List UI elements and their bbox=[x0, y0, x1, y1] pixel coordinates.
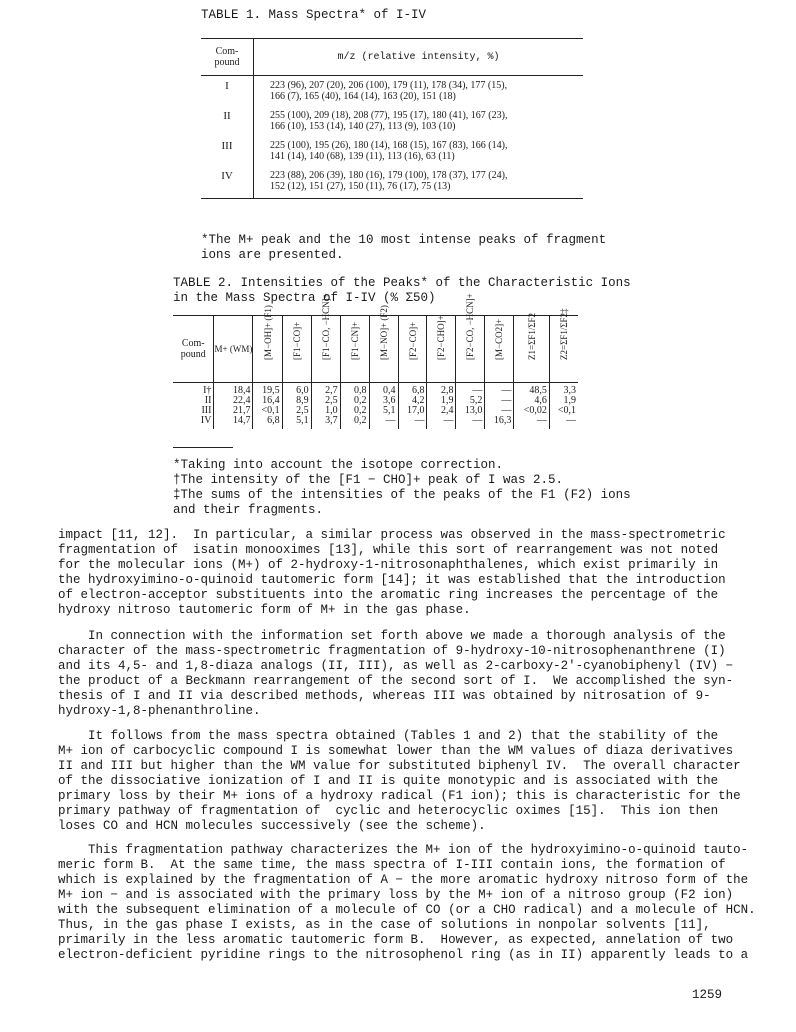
table2-cell: 2,7 bbox=[311, 383, 340, 397]
table2-cell: 2,5 bbox=[282, 406, 311, 416]
text-line: It follows from the mass spectra obtained (Tables 1 and 2) that the stability of the bbox=[58, 729, 719, 743]
paragraph-4 bbox=[58, 843, 756, 963]
table2-header bbox=[173, 316, 578, 383]
table2-compound: IV bbox=[200, 415, 212, 426]
table2-header-cell: [F1−CO]+ bbox=[291, 321, 302, 360]
text-line: fragmentation of isatin monooximes [13], while this sort of rearrangement was not noted bbox=[58, 543, 719, 557]
table2-caption: in the Mass Spectra of I-IV (% Σ50) bbox=[173, 291, 436, 305]
table1-footnote: *The M+ peak and the 10 most intense peaks of fragment bbox=[201, 233, 607, 247]
table2-cell: — bbox=[456, 416, 485, 429]
table2-cell: 1,9 bbox=[427, 396, 456, 406]
table2-cell: <0,02 bbox=[514, 406, 549, 416]
table2-footnote-rule bbox=[173, 447, 233, 448]
table2-header-cell: [F2−CO, −HCN]+ bbox=[465, 292, 476, 360]
text-line: character of the mass-spectrometric fragmentation of 9-hydroxy-10-nitrosophenanthrene (I) bbox=[58, 644, 726, 658]
table1-compound: IV bbox=[221, 170, 233, 182]
table2-cell: <0,1 bbox=[253, 406, 282, 416]
table1-caption: TABLE 1. Mass Spectra* of I-IV bbox=[201, 8, 427, 22]
table2-footnote: *Taking into account the isotope correction. bbox=[173, 458, 504, 472]
table2-cell: 19,5 bbox=[253, 383, 282, 397]
table2-footnote: ‡The sums of the intensities of the peaks of the F1 (F2) ions bbox=[173, 488, 631, 502]
paragraph-2 bbox=[58, 629, 734, 719]
text-line: which is explained by the fragmentation of A − the more aromatic hydroxy nitroso form of the bbox=[58, 873, 749, 887]
table2-header-cell: [M−NO]+ (F2) bbox=[378, 304, 389, 360]
table2-cell: 16,3 bbox=[485, 416, 514, 429]
table2-cell: — bbox=[485, 406, 514, 416]
table2-cell: — bbox=[485, 396, 514, 406]
table2-cell: 0,4 bbox=[369, 383, 398, 397]
table2-cell: — bbox=[485, 383, 514, 397]
table2-cell: 48,5 bbox=[514, 383, 549, 397]
table1-body bbox=[201, 76, 583, 199]
text-line: This fragmentation pathway characterizes the M+ ion of the hydroxyimino-o-quinoid tauto- bbox=[58, 843, 749, 857]
table2-cell: <0,1 bbox=[549, 406, 578, 416]
table2-header-cell: [F1−CN]+ bbox=[349, 321, 360, 360]
table2-header-cell: [F1−CO, −HCN]+ bbox=[320, 292, 331, 360]
table2-cell: 18,4 bbox=[214, 383, 253, 397]
table2-cell: 3,3 bbox=[549, 383, 578, 397]
text-line: hydroxy-1,8-phenanthroline. bbox=[58, 704, 261, 718]
table2-cell: — bbox=[427, 416, 456, 429]
table2-cell: 0,8 bbox=[340, 383, 369, 397]
table2-cell: — bbox=[398, 416, 427, 429]
paragraph-1 bbox=[58, 528, 726, 618]
text-line: loses CO and HCN molecules successively (see the scheme). bbox=[58, 819, 486, 833]
table1-footnote: ions are presented. bbox=[201, 248, 344, 262]
text-line: for the molecular ions (M+) of 2-hydroxy-1-nitrosonaphthalenes, which exist primarily in bbox=[58, 558, 719, 572]
text-line: and its 4,5- and 1,8-diaza analogs (II, III), as well as 2-carboxy-2'-cyanobiphenyl (IV) − bbox=[58, 659, 734, 673]
table2-cell: 6,8 bbox=[253, 416, 282, 429]
table2-cell: 3,7 bbox=[311, 416, 340, 429]
text-line: II and III but higher than the WM value for substituted biphenyl IV. The overall character bbox=[58, 759, 741, 773]
table1-header-values: m/z (relative intensity, %) bbox=[337, 51, 500, 63]
table2-cell: 16,4 bbox=[253, 396, 282, 406]
table1-header-compound: Com- pound bbox=[201, 39, 254, 75]
table1-compound: III bbox=[221, 140, 233, 152]
table2-footnote: †The intensity of the [F1 − CHO]+ peak of I was 2.5. bbox=[173, 473, 564, 487]
text-line: of the dissociative ionization of I and II is quite monotypic and is associated with the bbox=[58, 774, 719, 788]
table2-cell: 1,9 bbox=[549, 396, 578, 406]
table2-cell: 0,2 bbox=[340, 416, 369, 429]
text-line: M+ ion of carbocyclic compound I is somewhat lower than the WM values of diaza derivatives bbox=[58, 744, 734, 758]
text-line: thesis of I and II via described methods, whereas III was obtained by nitrosation of 9- bbox=[58, 689, 711, 703]
text-line: primary loss by their M+ ions of a hydroxy radical (F1 ion); this is characteristic for the bbox=[58, 789, 741, 803]
table2-cell: 2,5 bbox=[311, 396, 340, 406]
table2-compound: III bbox=[201, 405, 212, 416]
table2-cell: 6,8 bbox=[398, 383, 427, 397]
text-line: electron-deficient pyridine rings to the nitrosophenol ring (as in II) apparently leads to a bbox=[58, 948, 749, 962]
table1-compound: I bbox=[225, 80, 229, 92]
table2-cell: 1,0 bbox=[311, 406, 340, 416]
text-line: with the subsequent elimination of a molecule of CO (or a CHO radical) and a molecule of HCN. bbox=[58, 903, 756, 917]
table2-cell: 6,0 bbox=[282, 383, 311, 397]
table1-row: 223 (88), 206 (39), 180 (16), 179 (100), 178 (37), 177 (24), 152 (12), 151 (27), 150 (11), 76 (17), 75 (13) bbox=[270, 170, 508, 192]
table2-compound: II bbox=[204, 395, 212, 406]
table1-compound: II bbox=[223, 110, 231, 122]
table2-cell: — bbox=[456, 383, 485, 397]
table2-cell: 17,0 bbox=[398, 406, 427, 416]
text-line: primarily in the less aromatic tautomeric form B. However, as expected, annelation of two bbox=[58, 933, 734, 947]
text-line: impact [11, 12]. In particular, a similar process was observed in the mass-spectrometric bbox=[58, 528, 726, 542]
table2-cell: 21,7 bbox=[214, 406, 253, 416]
table2-cell: 22,4 bbox=[214, 396, 253, 406]
table2-cell: — bbox=[514, 416, 549, 429]
table2-cell: 2,8 bbox=[427, 383, 456, 397]
table2-cell: 13,0 bbox=[456, 406, 485, 416]
text-line: the product of a Beckmann rearrangement of the second sort of I. We accomplished the syn- bbox=[58, 674, 734, 688]
paragraph-3 bbox=[58, 729, 741, 834]
table2-cell: 3,6 bbox=[369, 396, 398, 406]
table2-cell: 5,2 bbox=[456, 396, 485, 406]
table2-cell: 0,2 bbox=[340, 396, 369, 406]
table2-header-cell: M+ (WM) bbox=[214, 343, 253, 354]
table2-cell: — bbox=[369, 416, 398, 429]
table2-cell: 0,2 bbox=[340, 406, 369, 416]
table1 bbox=[201, 38, 583, 199]
text-line: of electron-acceptor substituents into the aromatic ring increases the percentage of the bbox=[58, 588, 719, 602]
table1-row: 255 (100), 209 (18), 208 (77), 195 (17), 180 (41), 167 (23), 166 (10), 153 (14), 140 (27), 113 (9), 103 (10) bbox=[270, 110, 508, 132]
table2-header-cell: [F2−CHO]+ bbox=[436, 314, 447, 360]
table2-footnote: and their fragments. bbox=[173, 503, 324, 517]
table1-header bbox=[201, 38, 583, 76]
text-line: the hydroxyimino-o-quinoid tautomeric form [14]; it was established that the introduction bbox=[58, 573, 726, 587]
table2-header-cell: [M−OH]+ (F1) bbox=[262, 304, 273, 360]
table1-row: 223 (96), 207 (20), 206 (100), 179 (11), 178 (34), 177 (15), 166 (7), 165 (40), 164 (14), 163 (20), 151 (18) bbox=[270, 80, 508, 102]
text-line: hydroxy nitroso tautomeric form of M+ in the gas phase. bbox=[58, 603, 471, 617]
table2-cell: 5,1 bbox=[369, 406, 398, 416]
table2-cell: 4,2 bbox=[398, 396, 427, 406]
table2-header-cell: [F2−CO]+ bbox=[407, 321, 418, 360]
table1-row: 225 (100), 195 (26), 180 (14), 168 (15), 167 (83), 166 (14), 141 (14), 140 (68), 139 (11), 113 (16), 63 (11) bbox=[270, 140, 508, 162]
text-line: meric form B. At the same time, the mass spectra of I-III contain ions, the formation of bbox=[58, 858, 726, 872]
table2-caption: TABLE 2. Intensities of the Peaks* of the Characteristic Ions bbox=[173, 276, 631, 290]
text-line: In connection with the information set forth above we made a thorough analysis of the bbox=[58, 629, 726, 643]
table2-cell: 2,4 bbox=[427, 406, 456, 416]
table2-header-cell: Z1=ΣF1/ΣF2 bbox=[526, 312, 537, 360]
text-line: primary pathway of fragmentation of cyclic and heterocyclic oximes [15]. This ion then bbox=[58, 804, 719, 818]
table2-row bbox=[173, 383, 578, 397]
table2-header-cell: [M−CO2]+ bbox=[494, 318, 505, 360]
text-line: Thus, in the gas phase I exists, as in the case of solutions in nonpolar solvents [11], bbox=[58, 918, 711, 932]
table2-header-cell: Z2=ΣF1/ΣF2‡ bbox=[558, 307, 569, 360]
table2-cell: — bbox=[549, 416, 578, 429]
table2-cell: 4,6 bbox=[514, 396, 549, 406]
table2-cell: 14,7 bbox=[214, 416, 253, 429]
table2-cell: 8,9 bbox=[282, 396, 311, 406]
table2-cell: 5,1 bbox=[282, 416, 311, 429]
table2-compound: I† bbox=[203, 385, 212, 396]
table2-row bbox=[173, 416, 578, 429]
table2-header-cell: Com-pound bbox=[180, 338, 206, 360]
page-number: 1259 bbox=[692, 988, 723, 1002]
text-line: M+ ion − and is associated with the primary loss by the M+ ion of a nitroso group (F2 ion) bbox=[58, 888, 734, 902]
